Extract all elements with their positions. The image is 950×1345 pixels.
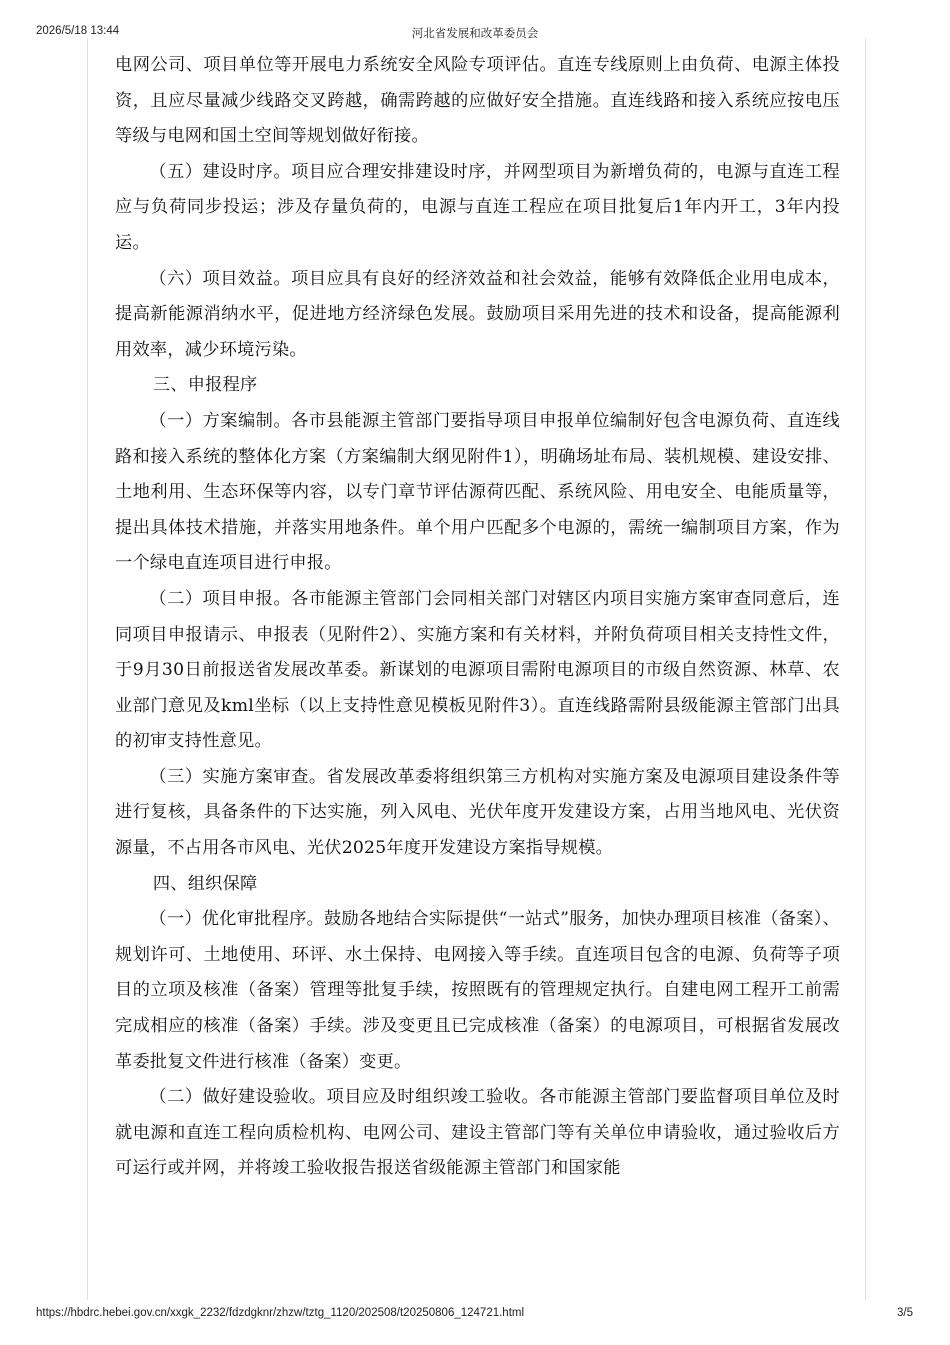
- print-datetime: 2026/5/18 13:44: [36, 25, 120, 37]
- paragraph-plan-review: （三）实施方案审查。省发展改革委将组织第三方机构对实施方案及电源项目建设条件等进行复核，具备条件的下达实施，列入风电、光伏年度开发建设方案，占用当地风电、光伏资源量，不占用各市风电、光伏2025年度开发建设方案指导规模。: [115, 766, 840, 859]
- paragraph-approval-process: （一）优化审批程序。鼓励各地结合实际提供“一站式”服务，加快办理项目核准（备案）、规划许可、土地使用、环评、水土保持、电网接入等手续。直连项目包含的电源、负荷等子项目的立项及核准（备案）管理等批复手续，按照既有的管理规定执行。自建电网工程开工前需完成相应的核准（备案）手续。涉及变更且已完成核准（备案）的电源项目，可根据省发展改革委批复文件进行核准（备案）变更。: [115, 909, 840, 1072]
- right-page-border: [865, 38, 866, 1300]
- section-heading-organizational-support: 四、组织保障: [152, 873, 258, 894]
- paragraph-project-benefits: （六）项目效益。项目应具有良好的经济效益和社会效益，能够有效降低企业用电成本，提高新能源消纳水平，促进地方经济绿色发展。鼓励项目采用先进的技术和设备，提高能源利用效率，减少环境污染。: [115, 268, 840, 360]
- paragraph-construction-schedule: （五）建设时序。项目应合理安排建设时序，并网型项目为新增负荷的，电源与直连工程应与负荷同步投运；涉及存量负荷的，电源与直连工程应在项目批复后1年内开工，3年内投运。: [115, 161, 840, 253]
- page-number: 3/5: [897, 1307, 913, 1319]
- section-heading-application-procedure: 三、申报程序: [152, 375, 258, 396]
- paragraph-plan-preparation: （一）方案编制。各市县能源主管部门要指导项目申报单位编制好包含电源负荷、直连线路和接入系统的整体化方案（方案编制大纲见附件1），明确场址布局、装机规模、建设安排、土地利用、生态环保等内容，以专门章节评估源荷匹配、系统风险、用电安全、电能质量等，提出具体技术措施，并落实用地条件。单个用户匹配多个电源的，需统一编制项目方案，作为一个绿电直连项目进行申报。: [115, 410, 840, 574]
- article-body: [115, 48, 840, 1187]
- paragraph-continued: 电网公司、项目单位等开展电力系统安全风险专项评估。直连专线原则上由负荷、电源主体投资，且应尽量减少线路交叉跨越，确需跨越的应做好安全措施。直连线路和接入系统应按电压等级与电网和国土空间等规划做好衔接。: [115, 55, 840, 147]
- paragraph-project-application: （二）项目申报。各市能源主管部门会同相关部门对辖区内项目实施方案审查同意后，连同项目申报请示、申报表（见附件2）、实施方案和有关材料，并附负荷项目相关支持性文件，于9月30日前报送省发展改革委。新谋划的电源项目需附电源项目的市级自然资源、林草、农业部门意见及kml坐标（以上支持性意见模板见附件3）。直连线路需附县级能源主管部门出具的初审支持性意见。: [115, 588, 840, 752]
- page-url: https://hbdrc.hebei.gov.cn/xxgk_2232/fdzdgknr/zhzw/tztg_1120/202508/t20250806_124721.html: [36, 1307, 525, 1319]
- left-page-border: [87, 38, 88, 1300]
- paragraph-construction-acceptance: （二）做好建设验收。项目应及时组织竣工验收。各市能源主管部门要监督项目单位及时就电源和直连工程向质检机构、电网公司、建设主管部门等有关单位申请验收，通过验收后方可运行或并网，并将竣工验收报告报送省级能源主管部门和国家能: [115, 1087, 840, 1179]
- site-title: 河北省发展和改革委员会: [411, 28, 539, 40]
